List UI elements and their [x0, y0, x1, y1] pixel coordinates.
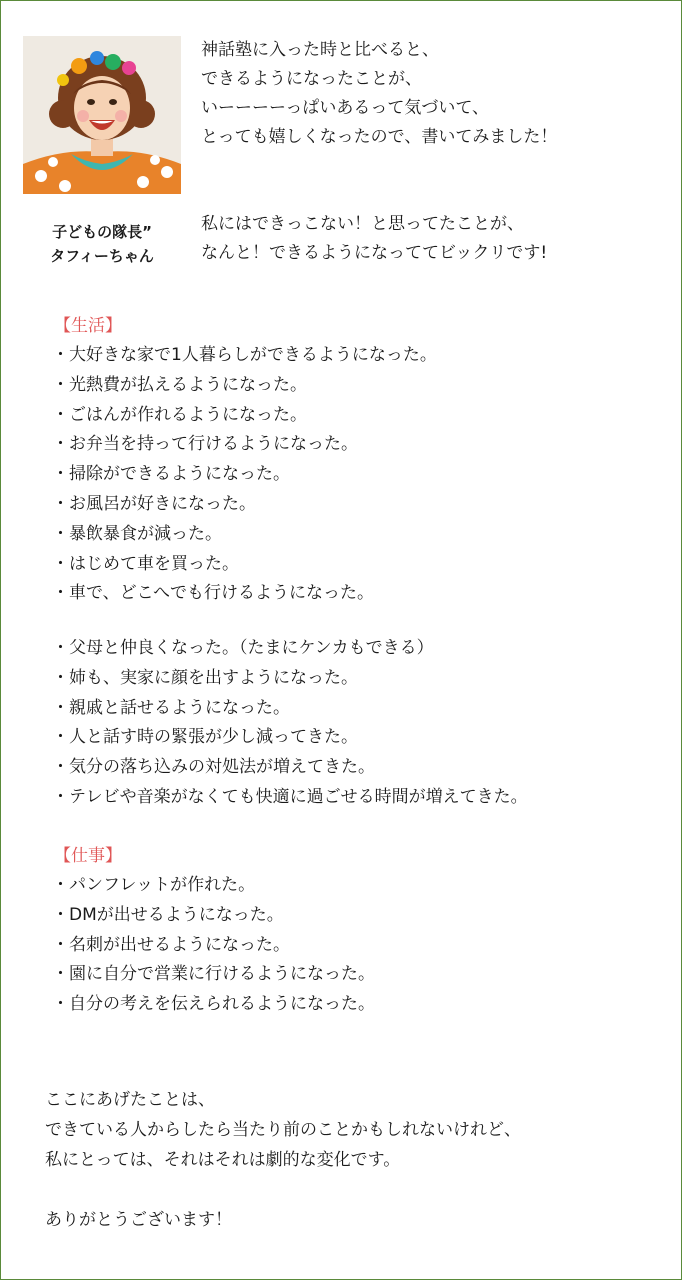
- profile-caption: [18, 220, 186, 268]
- list-item: ・ 名刺が出せるようになった。: [52, 931, 672, 961]
- intro-line: いーーーーっぱいあるって気づいて、: [201, 98, 489, 118]
- list-item: ・ 掃除ができるようになった。: [52, 460, 672, 490]
- list-item: ・ 姉も、実家に顔を出すようになった。: [52, 664, 672, 694]
- list-item: ・ 暴飲暴食が減った。: [52, 520, 672, 550]
- list-item: ・ ごはんが作れるようになった。: [52, 401, 672, 431]
- closing-text: [45, 1085, 665, 1235]
- intro-text: [201, 36, 671, 268]
- list-item: ・ 気分の落ち込みの対処法が増えてきた。: [52, 753, 672, 783]
- list-item: ・ 親戚と話せるようになった。: [52, 694, 672, 724]
- profile-photo-illustration: [23, 36, 181, 194]
- list-item: ・ 人と話す時の緊張が少し減ってきた。: [52, 723, 672, 753]
- list-item: ・ はじめて車を買った。: [52, 550, 672, 580]
- list-item: ・ 園に自分で営業に行けるようになった。: [52, 960, 672, 990]
- closing-thanks: ありがとうございます！: [45, 1210, 232, 1230]
- profile-photo: [23, 36, 181, 194]
- list-item: ・ テレビや音楽がなくても快適に過ごせる時間が増えてきた。: [52, 783, 672, 813]
- intro-line: なんと！できるようになっててビックリです!: [201, 243, 548, 263]
- list-item: ・ 車で、どこへでも行けるようになった。: [52, 579, 672, 609]
- closing-line: ここにあげたことは、: [45, 1090, 215, 1110]
- closing-line: できている人からしたら当たり前のことかもしれないけれど、: [45, 1120, 521, 1140]
- section-title-work: 【仕事】: [54, 846, 122, 866]
- intro-line: とっても嬉しくなったので、書いてみました！: [201, 127, 558, 147]
- intro-line: 私にはできっこない！と思ってたことが、: [201, 214, 524, 234]
- list-item: ・ お弁当を持って行けるようになった。: [52, 430, 672, 460]
- list-item: ・ DMが出せるようになった。: [52, 901, 672, 931]
- list-item: ・ 光熱費が払えるようになった。: [52, 371, 672, 401]
- caption-role: 子どもの隊長”: [52, 223, 152, 241]
- list-item: ・ お風呂が好きになった。: [52, 490, 672, 520]
- list-item: ・ 父母と仲良くなった。（たまにケンカもできる）: [52, 634, 672, 664]
- life-list-b: [52, 634, 672, 813]
- section-title-life: 【生活】: [54, 316, 122, 336]
- list-item: ・ 自分の考えを伝えられるようになった。: [52, 990, 672, 1020]
- life-list-a: [52, 341, 672, 609]
- caption-name: タフィーちゃん: [50, 247, 154, 265]
- intro-line: 神話塾に入った時と比べると、: [201, 40, 439, 60]
- work-list: [52, 871, 672, 1020]
- list-item: ・ 大好きな家で1人暮らしができるようになった。: [52, 341, 672, 371]
- closing-line: 私にとっては、それはそれは劇的な変化です。: [45, 1150, 401, 1170]
- list-item: ・ パンフレットが作れた。: [52, 871, 672, 901]
- intro-line: できるようになったことが、: [201, 69, 422, 89]
